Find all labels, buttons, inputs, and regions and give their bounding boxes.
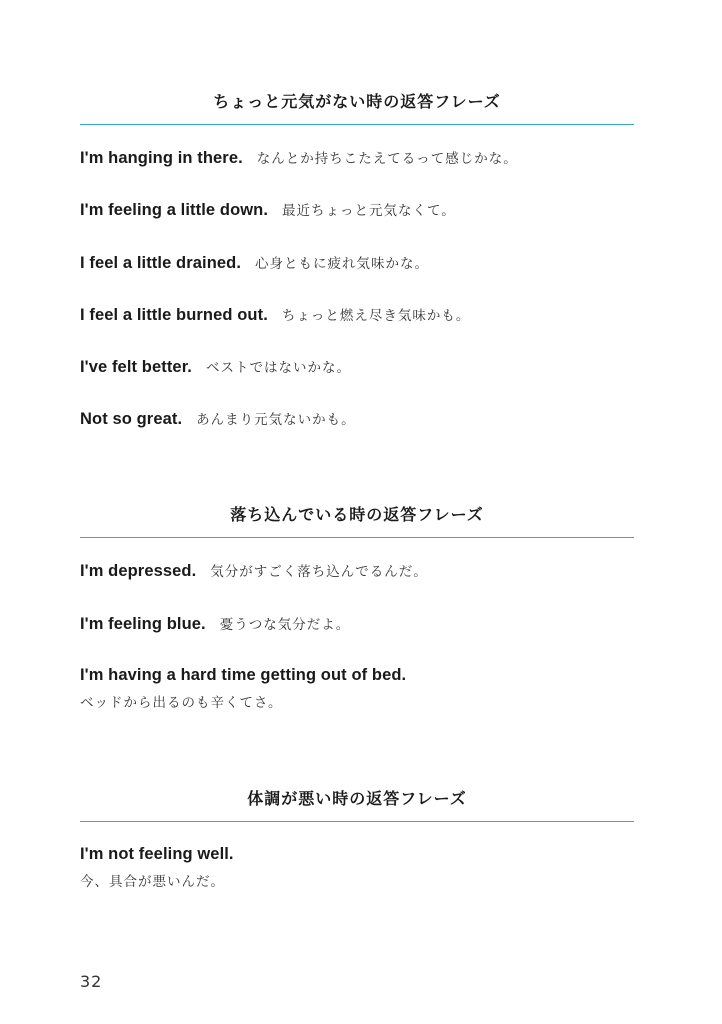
- section-depressed: [80, 504, 634, 538]
- phrase-item: [80, 199, 456, 220]
- japanese-translation: なんとか持ちこたえてるって感じかな。: [256, 151, 518, 167]
- section-divider: [80, 537, 634, 538]
- japanese-translation: ベストではないかな。: [206, 360, 351, 376]
- japanese-translation: 気分がすごく落ち込んでるんだ。: [210, 564, 428, 580]
- japanese-translation: ベッドから出るのも辛くてさ。: [80, 695, 283, 711]
- japanese-translation: 心身ともに疲れ気味かな。: [255, 256, 430, 272]
- english-phrase: I'm feeling a little down.: [80, 201, 269, 219]
- japanese-translation: ちょっと燃え尽き気味かも。: [281, 308, 471, 324]
- phrase-list: [80, 147, 634, 447]
- phrase-item: [80, 560, 428, 581]
- japanese-translation: あんまり元気ないかも。: [196, 412, 356, 428]
- english-phrase: Not so great.: [80, 410, 183, 428]
- section-low-energy: [80, 91, 634, 125]
- japanese-translation: 今、具合が悪いんだ。: [80, 874, 225, 890]
- phrase-list: [80, 560, 634, 720]
- japanese-translation: 最近ちょっと元気なくて。: [282, 203, 456, 219]
- section-unwell: [80, 788, 634, 822]
- section-divider: [80, 124, 634, 125]
- page-number: 32: [80, 972, 103, 991]
- section-divider: [80, 821, 634, 822]
- phrase-item: [80, 613, 350, 634]
- phrase-item: [80, 356, 351, 377]
- english-phrase: I'm depressed.: [80, 562, 197, 580]
- english-phrase: I've felt better.: [80, 358, 192, 376]
- english-phrase: I'm feeling blue.: [80, 615, 206, 633]
- phrase-item: [80, 408, 356, 429]
- phrase-item: [80, 665, 406, 711]
- english-phrase: I feel a little drained.: [80, 254, 242, 272]
- english-phrase: I'm not feeling well.: [80, 845, 234, 863]
- section-title: 体調が悪い時の返答フレーズ: [247, 789, 467, 808]
- phrase-item: [80, 252, 429, 273]
- section-title: ちょっと元気がない時の返答フレーズ: [213, 92, 501, 111]
- english-phrase: I feel a little burned out.: [80, 306, 268, 324]
- phrase-item: [80, 304, 470, 325]
- phrase-list: [80, 844, 634, 904]
- section-title: 落ち込んでいる時の返答フレーズ: [230, 505, 484, 524]
- english-phrase: I'm having a hard time getting out of bed.: [80, 666, 407, 684]
- phrase-item: [80, 844, 234, 890]
- english-phrase: I'm hanging in there.: [80, 149, 243, 167]
- phrase-item: [80, 147, 518, 168]
- japanese-translation: 憂うつな気分だよ。: [219, 617, 351, 633]
